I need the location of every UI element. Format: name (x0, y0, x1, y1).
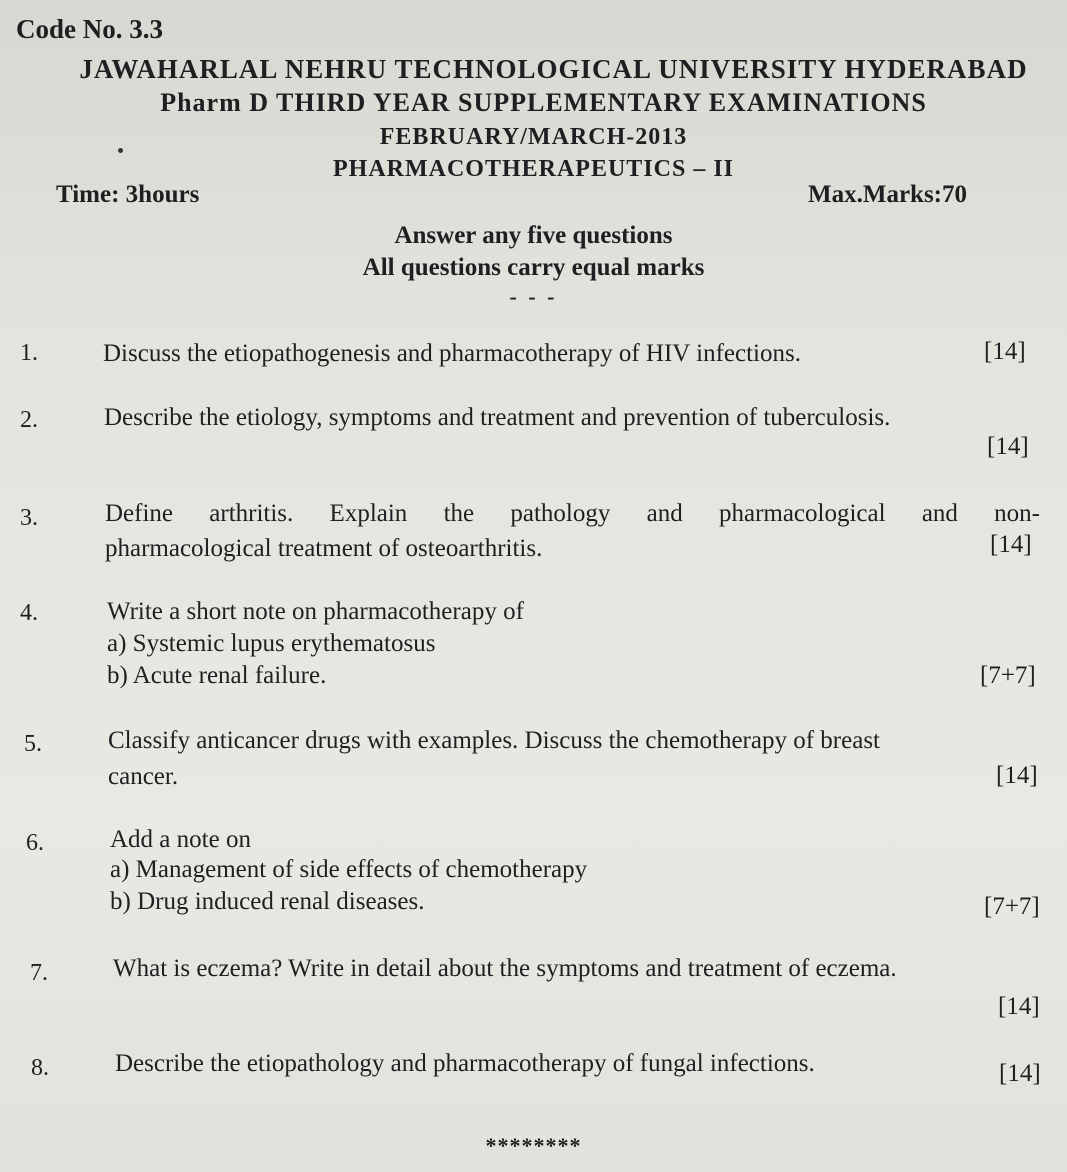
question-number: 2. (20, 407, 38, 433)
question-word: arthritis. (209, 500, 294, 527)
question-marks: [7+7] (980, 662, 1036, 689)
instruction-equal-marks: All questions carry equal marks (362, 254, 705, 281)
stray-dot (118, 148, 123, 153)
code-number: Code No. 3.3 (16, 14, 163, 44)
sub-question-a: a) Systemic lupus erythematosus (107, 630, 436, 657)
question-marks: [14] (999, 1060, 1041, 1087)
question-text: Add a note on (110, 826, 251, 853)
question-word: and (646, 500, 683, 527)
instruction-answer-five: Answer any five questions (394, 222, 673, 249)
question-number: 5. (24, 731, 42, 757)
question-text: Describe the etiopathology and pharmacotherapy of fungal infections. (115, 1050, 815, 1077)
question-marks: [14] (987, 433, 1029, 460)
sub-question-b: b) Drug induced renal diseases. (110, 888, 425, 915)
question-word: pathology (510, 500, 611, 527)
subject-title: PHARMACOTHERAPEUTICS – II (332, 156, 735, 182)
question-marks: [14] (996, 762, 1038, 789)
question-text: Write a short note on pharmacotherapy of (107, 598, 524, 625)
question-text-line-wrap (105, 500, 1040, 528)
question-marks: [14] (984, 338, 1026, 365)
question-word: non- (994, 500, 1040, 527)
question-word: Explain (329, 500, 408, 527)
question-number: 1. (20, 340, 38, 366)
question-word: and (921, 500, 958, 527)
question-text-line-1 (105, 500, 1040, 528)
question-marks: [14] (990, 531, 1032, 558)
question-number: 6. (26, 830, 44, 856)
question-text-line-2: cancer. (108, 763, 179, 790)
sub-question-b: b) Acute renal failure. (107, 662, 327, 689)
university-name: JAWAHARLAL NEHRU TECHNOLOGICAL UNIVERSITY HYDERABAD (79, 54, 1028, 84)
question-number: 4. (20, 600, 38, 626)
question-number: 3. (20, 505, 38, 531)
question-number: 7. (30, 960, 48, 986)
header-separator: - - - (509, 284, 558, 309)
end-of-paper-mark: ******** (485, 1133, 582, 1158)
exam-session: FEBRUARY/MARCH-2013 (379, 124, 688, 150)
question-text: Classify anticancer drugs with examples. Discuss the chemotherapy of breast (108, 727, 880, 754)
question-word: pharmacological (718, 500, 886, 527)
question-marks: [14] (998, 993, 1040, 1020)
max-marks: Max.Marks:70 (808, 181, 967, 208)
exam-duration: Time: 3hours (56, 181, 200, 208)
question-text-line-2: pharmacological treatment of osteoarthritis. (105, 535, 543, 562)
question-text: Discuss the etiopathogenesis and pharmacotherapy of HIV infections. (103, 340, 801, 367)
question-marks: [7+7] (984, 893, 1040, 920)
question-number: 8. (31, 1055, 49, 1081)
question-text: Describe the etiology, symptoms and treatment and prevention of tuberculosis. (104, 404, 891, 431)
question-word: Define (105, 500, 174, 527)
question-word: the (443, 500, 475, 527)
exam-title: Pharm D THIRD YEAR SUPPLEMENTARY EXAMINATIONS (160, 88, 927, 117)
question-text: What is eczema? Write in detail about the symptoms and treatment of eczema. (113, 955, 897, 982)
sub-question-a: a) Management of side effects of chemotherapy (110, 856, 588, 883)
